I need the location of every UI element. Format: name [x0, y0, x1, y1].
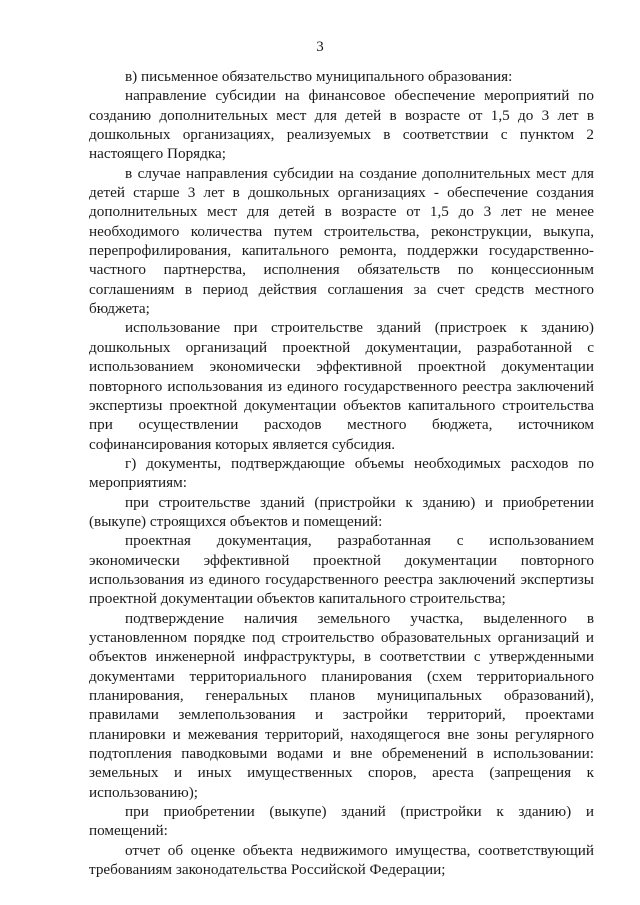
paragraph-subsidy-direction: направление субсидии на финансовое обеспечение мероприятий по созданию дополнительных мест для детей в возрасте от 1,5 до 3 лет в дошкольных организациях, реализуемых в соответствии с пунктом 2 настоящего Порядка; [89, 87, 594, 163]
paragraph-project-documentation-use: использование при строительстве зданий (пристроек к зданию) дошкольных организаций проектной документации, разработанной с использованием экономически эффективной проектной документации повторного использования из единого государственного реестра заключений экспертизы проектной документации объектов капитального строительства при осуществлении расходов местного бюджета, источником софинансирования которых является субсидия. [89, 319, 594, 453]
paragraph-land-plot: подтверждение наличия земельного участка, выделенного в установленном порядке под строительство образовательных организаций и объектов инженерной инфраструктуры, в соответствии с утвержденными документами территориального планирования (схем территориального планирования, генеральных планов муниципальных образований), правилами землепользования и застройки территорий, проектами планировки и межевания территорий, находящегося вне зоны регулярного подтопления паводковыми водами и вне обременений в использовании: земельных и иных имущественных споров, ареста (запрещения к использованию); [89, 609, 594, 801]
paragraph-project-documentation: проектная документация, разработанная с использованием экономически эффективной проектной документации повторного использования из единого государственного реестра заключений экспертизы проектной документации объектов капитального строительства; [89, 532, 594, 608]
paragraph-valuation-report: отчет об оценке объекта недвижимого имущества, соответствующий требованиям законодательства Российской Федерации; [89, 841, 594, 879]
paragraph-item-g: г) документы, подтверждающие объемы необходимых расходов по мероприятиям: [89, 454, 594, 492]
paragraph-acquisition: при приобретении (выкупе) зданий (пристройки к зданию) и помещений: [89, 803, 594, 840]
paragraph-older-children: в случае направления субсидии на создание дополнительных мест для детей старше 3 лет в дошкольных организациях - обеспечение создания дополнительных мест для детей в возрасте от 1,5 до 3 лет не менее необходимого количества путем строительства, реконструкции, выкупа, перепрофилирования, капитального ремонта, поддержки государственно-частного партнерства, исполнения обязательств по концессионным соглашениям в период действия соглашения за счет средств местного бюджета; [89, 164, 594, 318]
paragraph-construction: при строительстве зданий (пристройки к зданию) и приобретении (выкупе) строящихся объектов и помещений: [89, 493, 594, 530]
document-body [89, 67, 594, 879]
paragraph-item-v: в) письменное обязательство муниципального образования: [125, 68, 513, 85]
page-number: 3 [316, 39, 324, 55]
